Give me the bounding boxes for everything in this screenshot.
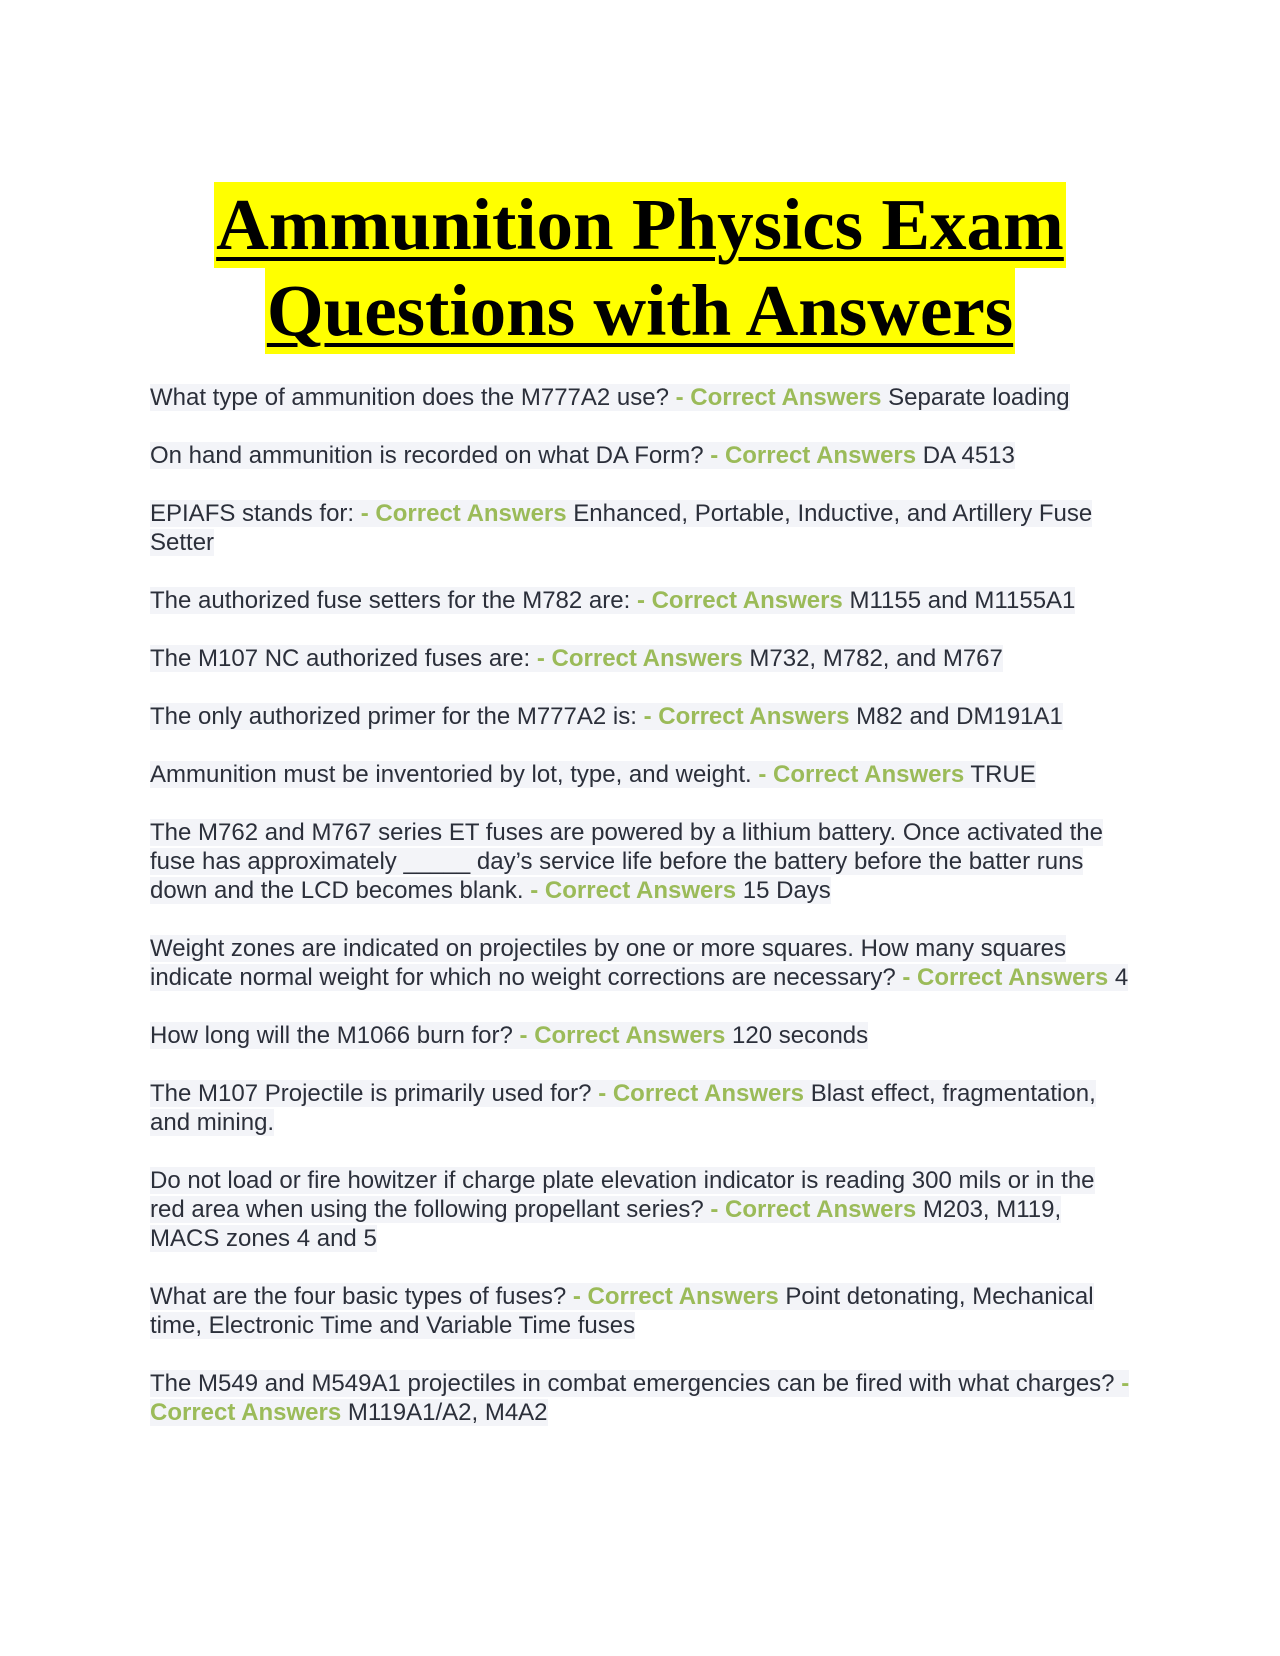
question-text: Ammunition must be inventoried by lot, type, and weight. (150, 761, 752, 788)
qa-item (150, 818, 1130, 905)
qa-item (150, 760, 1130, 789)
correct-answers-marker: - Correct Answers (598, 1080, 805, 1107)
correct-answers-marker: - Correct Answers (643, 703, 850, 730)
correct-answers-marker: - Correct Answers (902, 964, 1109, 991)
question-text: The M107 Projectile is primarily used for? (150, 1080, 592, 1107)
qa-item (150, 499, 1130, 557)
question-text: The only authorized primer for the M777A2 is: (150, 703, 637, 730)
correct-answers-marker: - Correct Answers (675, 384, 882, 411)
qa-item (150, 1369, 1130, 1427)
question-text: What are the four basic types of fuses? (150, 1283, 567, 1310)
qa-item (150, 1282, 1130, 1340)
answer-text: M203, M119, MACS zones 4 and 5 (150, 1196, 1062, 1252)
answer-text: M119A1/A2, M4A2 (347, 1399, 548, 1426)
qa-item (150, 1166, 1130, 1253)
answer-text: M1155 and M1155A1 (849, 587, 1076, 614)
question-text: Weight zones are indicated on projectiles by one or more squares. How many squares indicate normal weight for which no weight corrections are necessary? (150, 935, 1067, 991)
correct-answers-marker: - Correct Answers (360, 500, 567, 527)
correct-answers-marker: - Correct Answers (519, 1022, 726, 1049)
qa-item (150, 586, 1130, 615)
correct-answers-marker: - Correct Answers (710, 442, 917, 469)
correct-answers-marker: - Correct Answers (758, 761, 965, 788)
correct-answers-marker: - Correct Answers (536, 645, 743, 672)
answer-text: DA 4513 (922, 442, 1015, 469)
question-text: The authorized fuse setters for the M782 are: (150, 587, 631, 614)
question-text: The M107 NC authorized fuses are: (150, 645, 531, 672)
qa-item (150, 1021, 1130, 1050)
page-title (0, 182, 1280, 354)
question-text: How long will the M1066 burn for? (150, 1022, 513, 1049)
question-text: On hand ammunition is recorded on what DA Form? (150, 442, 704, 469)
answer-text: M732, M782, and M767 (749, 645, 1003, 672)
qa-item (150, 441, 1130, 470)
answer-text: 4 (1114, 964, 1129, 991)
question-text: EPIAFS stands for: (150, 500, 355, 527)
answer-text: TRUE (970, 761, 1036, 788)
question-text: What type of ammunition does the M777A2 use? (150, 384, 669, 411)
correct-answers-marker: - Correct Answers (530, 877, 737, 904)
question-text: Do not load or fire howitzer if charge plate elevation indicator is reading 300 mils or in the red area when using the following propellant series? (150, 1167, 1095, 1223)
correct-answers-marker: - Correct Answers (636, 587, 843, 614)
answer-text: Point detonating, Mechanical time, Electronic Time and Variable Time fuses (150, 1283, 1094, 1339)
question-text: The M549 and M549A1 projectiles in combat emergencies can be fired with what charges? (150, 1370, 1115, 1397)
answer-text: Enhanced, Portable, Inductive, and Artillery Fuse Setter (150, 500, 1093, 556)
qa-item (150, 1079, 1130, 1137)
answer-text: Separate loading (888, 384, 1070, 411)
answer-text: M82 and DM191A1 (856, 703, 1063, 730)
qa-item (150, 702, 1130, 731)
qa-item (150, 644, 1130, 673)
title-line-2: Questions with Answers (265, 268, 1015, 354)
qa-item (150, 934, 1130, 992)
answer-text: 15 Days (742, 877, 831, 904)
question-text: The M762 and M767 series ET fuses are powered by a lithium battery. Once activated the fuse has approximately _____ day’s service life before the battery before the batter runs down and the LCD becomes blank. (150, 819, 1103, 904)
qa-item (150, 383, 1130, 412)
correct-answers-marker: - Correct Answers (572, 1283, 779, 1310)
correct-answers-marker: - Correct Answers (710, 1196, 917, 1223)
answer-text: Blast effect, fragmentation, and mining. (150, 1080, 1096, 1136)
qa-list (150, 383, 1130, 1456)
title-line-1: Ammunition Physics Exam (214, 182, 1066, 268)
answer-text: 120 seconds (732, 1022, 869, 1049)
correct-answers-marker: - Correct Answers (150, 1370, 1130, 1426)
